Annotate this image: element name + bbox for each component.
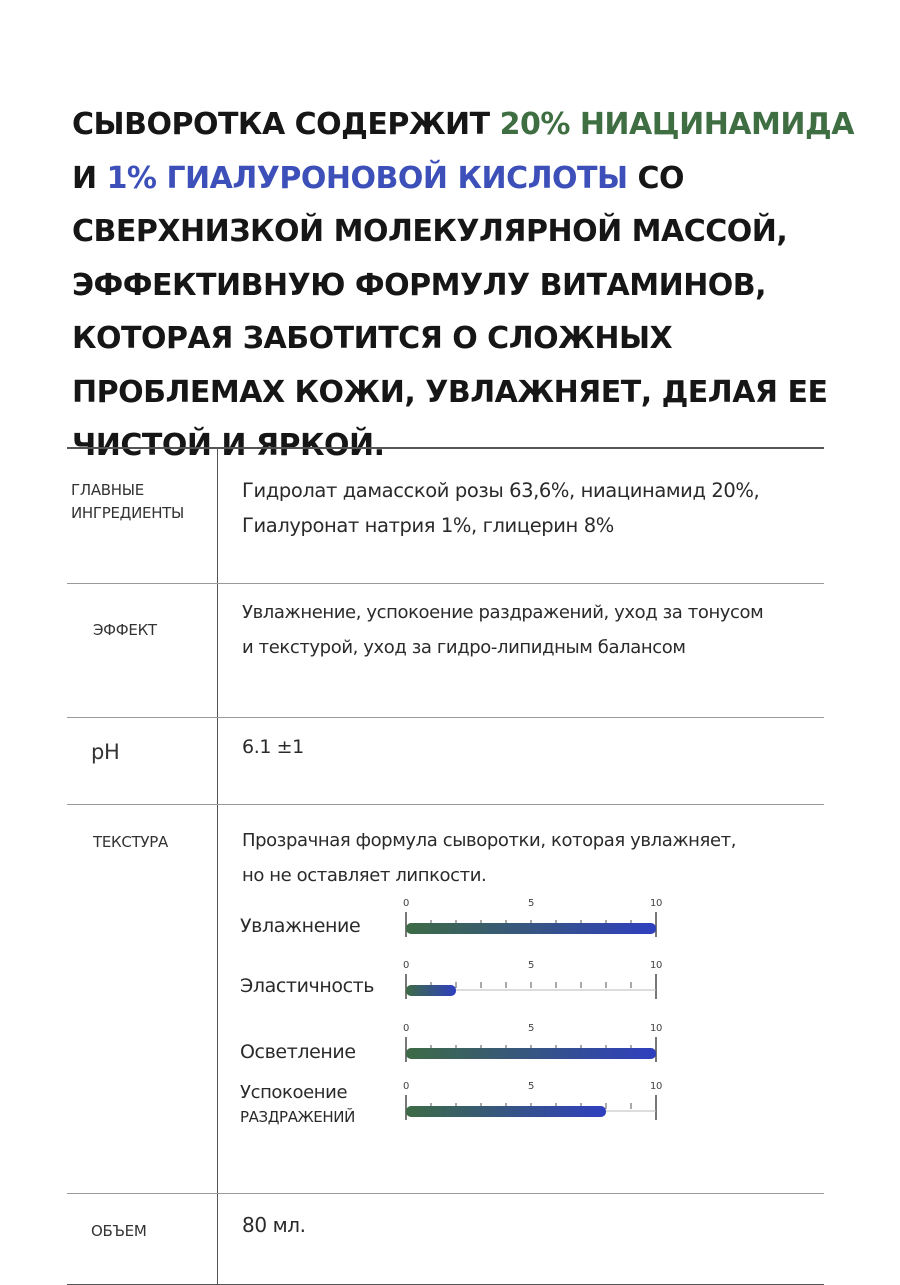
- texture-line2: но не оставляет липкости.: [242, 865, 487, 886]
- intro-text: [72, 98, 872, 473]
- effect-value: [218, 584, 825, 718]
- effect-line2: и текстурой, уход за гидро-липидным балансом: [242, 637, 686, 658]
- scale-tick-label-0: 0: [403, 1081, 409, 1092]
- volume-label: ОБЪЕМ: [67, 1194, 218, 1285]
- texture-value: [218, 805, 825, 1194]
- scale-tick-label-5: 5: [528, 898, 534, 909]
- effect-label: ЭФФЕКТ: [67, 584, 218, 718]
- scale-bar: [406, 985, 456, 996]
- hyaluronic-highlight: 1% ГИАЛУРОНОВОЙ КИСЛОТЫ: [106, 160, 628, 196]
- scale-label-elasticity: Эластичность: [240, 975, 375, 997]
- ingredients-label-line1: ГЛАВНЫЕ: [71, 481, 144, 499]
- gauge-soothing: [398, 1078, 663, 1128]
- gauge-elasticity: [398, 957, 663, 1007]
- scale-bar: [406, 1048, 656, 1059]
- scale-tick-label-5: 5: [528, 1081, 534, 1092]
- scale-tick-label-0: 0: [403, 1023, 409, 1034]
- volume-row: [67, 1194, 824, 1285]
- scale-tick-label-10: 10: [650, 960, 662, 971]
- gauge-brightening: [398, 1020, 663, 1070]
- texture-line1: Прозрачная формула сыворотки, которая увлажняет,: [242, 830, 737, 851]
- scale-tick-label-10: 10: [650, 898, 662, 909]
- ingredients-line1: Гидролат дамасской розы 63,6%, ниацинамид 20%,: [242, 479, 760, 502]
- intro-part-1: СЫВОРОТКА СОДЕРЖИТ: [72, 107, 500, 142]
- scale-label-soothing: [240, 1081, 355, 1129]
- gauge-moisturizing: [398, 895, 663, 945]
- spec-table: [67, 447, 824, 1285]
- scale-bar: [406, 923, 656, 934]
- volume-value: 80 мл.: [218, 1194, 825, 1285]
- scale-tick-label-0: 0: [403, 960, 409, 971]
- scale-label-brightening: Осветление: [240, 1041, 356, 1063]
- intro-part-3: СО СВЕРХНИЗКОЙ МОЛЕКУЛЯРНОЙ МАССОЙ, ЭФФЕКТИВНУЮ ФОРМУЛУ ВИТАМИНОВ, КОТОРАЯ ЗАБОТИТСЯ О СЛОЖНЫХ ПРОБЛЕМАХ КОЖИ, УВЛАЖНЯЕТ, ДЕЛАЯ ЕЕ ЧИСТОЙ И ЯРКОЙ.: [72, 160, 828, 463]
- ingredients-value: [218, 448, 825, 584]
- ph-value: 6.1 ±1: [218, 718, 825, 805]
- ph-label: pH: [67, 718, 218, 805]
- intro-part-2: И: [72, 160, 107, 196]
- effect-row: [67, 584, 824, 718]
- scale-tick-label-5: 5: [528, 1023, 534, 1034]
- texture-row: [67, 805, 824, 1194]
- texture-label: ТЕКСТУРА: [67, 805, 218, 1194]
- niacinamide-highlight: 20% НИАЦИНАМИДА: [499, 107, 854, 142]
- scale-tick-label-0: 0: [403, 898, 409, 909]
- texture-scales: [218, 805, 824, 1165]
- ingredients-label-line2: ИНГРЕДИЕНТЫ: [71, 504, 184, 522]
- scale-tick-label-10: 10: [650, 1023, 662, 1034]
- scale-label-soothing-line2: РАЗДРАЖЕНИЙ: [240, 1108, 355, 1126]
- ph-row: [67, 718, 824, 805]
- scale-tick-label-10: 10: [650, 1081, 662, 1092]
- ingredients-row: [67, 448, 824, 584]
- scale-tick-label-5: 5: [528, 960, 534, 971]
- ingredients-label: [67, 448, 218, 584]
- ingredients-line2: Гиалуронат натрия 1%, глицерин 8%: [242, 514, 614, 537]
- scale-label-moisturizing: Увлажнение: [240, 915, 361, 937]
- scale-bar: [406, 1106, 606, 1117]
- scale-label-soothing-line1: Успокоение: [240, 1082, 348, 1103]
- effect-line1: Увлажнение, успокоение раздражений, уход за тонусом: [242, 602, 764, 623]
